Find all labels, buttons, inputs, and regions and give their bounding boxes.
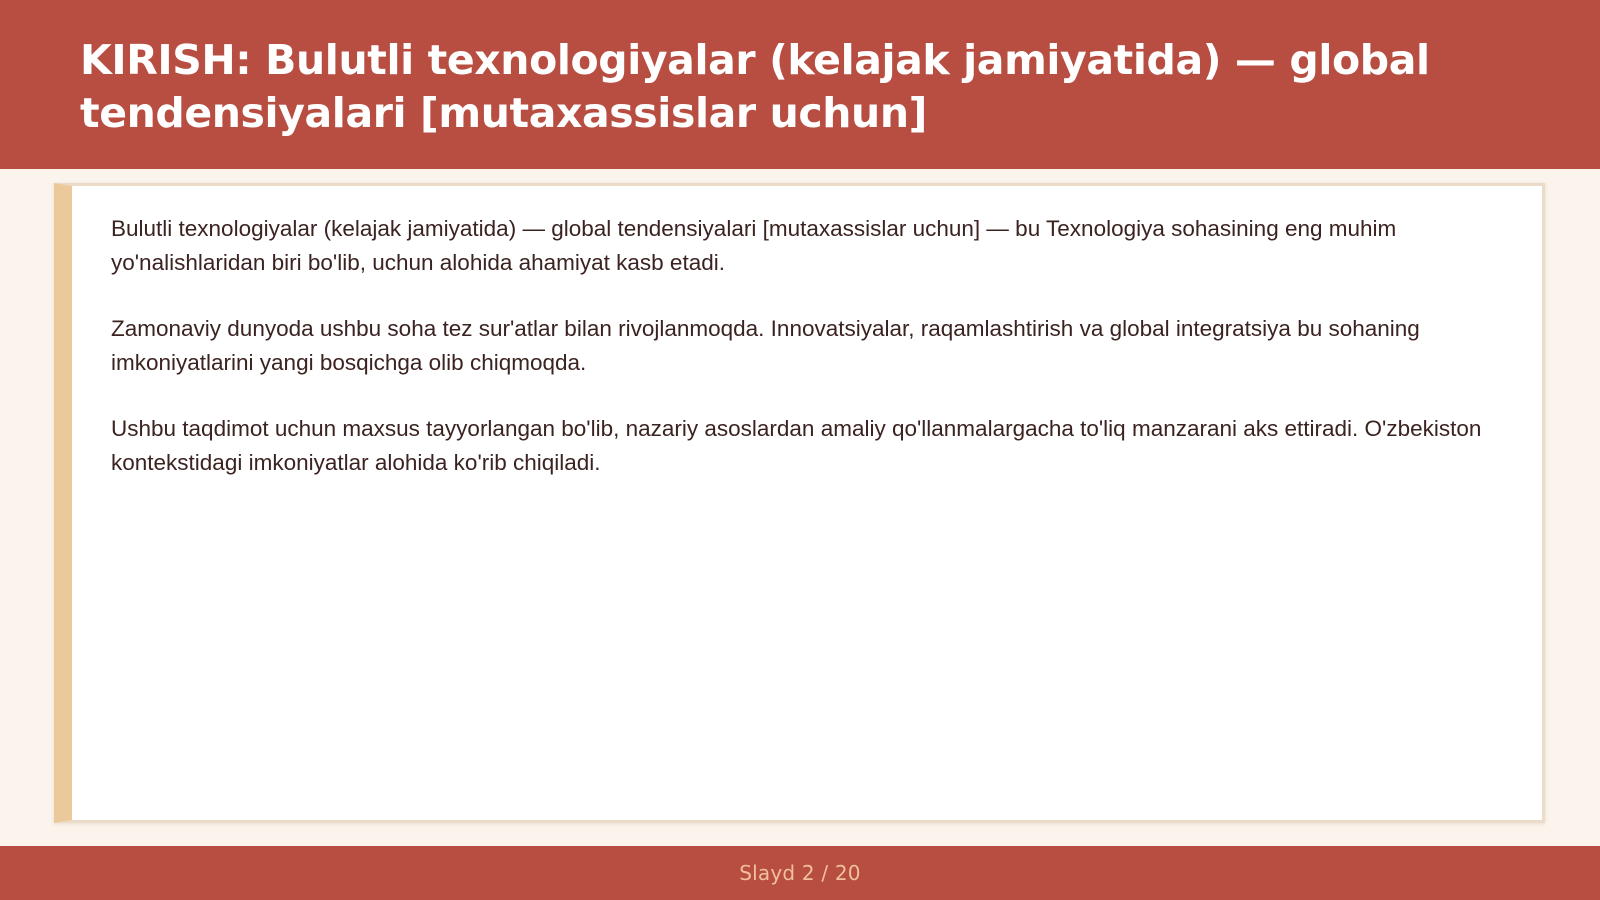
body-paragraph-2: Zamonaviy dunyoda ushbu soha tez sur'atlar bilan rivojlanmoqda. Innovatsiyalar, raqamlashtirish va global integratsiya bu sohaning imkoniyatlarini yangi bosqichga olib chiqmoqda. [111, 316, 1420, 375]
slide-footer [0, 846, 1600, 900]
slide-header [0, 0, 1600, 169]
slide-number: Slayd 2 / 20 [739, 861, 861, 885]
slide-body [111, 212, 1491, 512]
body-paragraph-1: Bulutli texnologiyalar (kelajak jamiyatida) — global tendensiyalari [mutaxassislar uchun] — bu Texnologiya sohasining eng muhim yo'nalishlaridan biri bo'lib, uchun alohida ahamiyat kasb etadi. [111, 216, 1397, 275]
body-paragraph-3: Ushbu taqdimot uchun maxsus tayyorlangan bo'lib, nazariy asoslardan amaliy qo'llanmalargacha to'liq manzarani aks ettiradi. O'zbekiston kontekstidagi imkoniyatlar alohida ko'rib chiqiladi. [111, 416, 1482, 475]
slide-title: KIRISH: Bulutli texnologiyalar (kelajak jamiyatida) — global tendensiyalari [mutaxassislar uchun] [80, 36, 1430, 137]
